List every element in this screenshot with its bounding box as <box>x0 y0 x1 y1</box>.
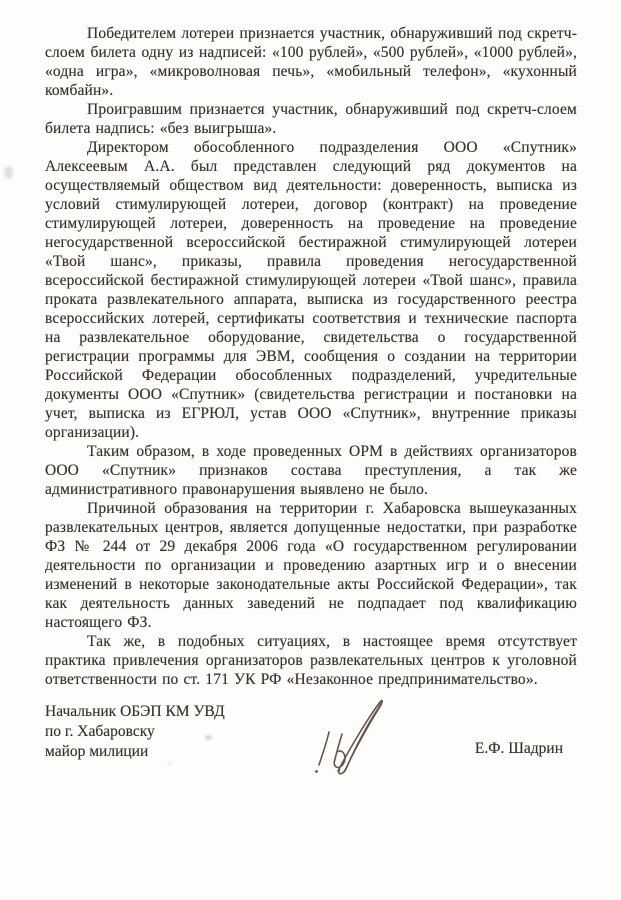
signatory-position-line-1: Начальник ОБЭП КМ УВД <box>45 703 225 720</box>
paragraph-no-practice-st171: Так же, в подобных ситуациях, в настоящее время отсутствует практика привлечения организаторов развлекательных центров к уголовной ответственности по ст. 171 УК РФ «Незаконное предпринимательство». <box>45 633 577 688</box>
paragraph-cause-fz244: Причиной образования на территории г. Хабаровска вышеуказанных развлекательных центров, является допущенные недостатки, при разработке ФЗ № 244 от 29 декабря 2006 года «О государственном регулировании деятельности по организации и проведению азартных игр и о внесении изменений в некоторые законодательные акты Российской Федерации», так как деятельность данных заведений не подпадает под квалификацию настоящего ФЗ. <box>45 500 577 631</box>
signature-block <box>45 702 577 762</box>
scan-smudge <box>168 762 172 765</box>
scan-smudge <box>4 166 13 179</box>
paragraph-orm-conclusion: Таким образом, в ходе проведенных ОРМ в действиях организаторов ООО «Спутник» признаков состава преступления, а так же административного правонарушения выявлено не было. <box>45 443 577 498</box>
signatory-name: Е.Ф. Шадрин <box>474 740 563 757</box>
handwritten-signature-icon <box>298 678 438 798</box>
signatory-position-line-3: майор милиции <box>45 743 149 760</box>
document-body <box>45 24 577 689</box>
paragraph-lottery-loser: Проигравшим признается участник, обнаруживший под скретч-слоем билета надпись: «без выигрыша». <box>45 101 577 137</box>
paragraph-lottery-winner: Победителем лотереи признается участник, обнаруживший под скретч-слоем билета одну из надписей: «100 рублей», «500 рублей», «1000 рублей», «одна игра», «микроволновая печь», «мобильный телефон», «кухонный комбайн». <box>45 25 577 99</box>
paragraph-director-documents: Директором обособленного подразделения ООО «Спутник» Алексеевым А.А. был представлен следующий ряд документов на осуществляемый обществом вид деятельности: доверенность, выписка из условий стимулирующей лотереи, договор (контракт) на проведение стимулирующей лотереи, доверенность на проведение на проведение негосударственной всероссийской бестиражной стимулирующей лотереи «Твой шанс», приказы, правила проведения негосударственной всероссийской бестиражной стимулирующей лотереи «Твой шанс», правила проката развлекательного аппарата, выписка из государственного реестра всероссийских лотерей, сертификаты соответствия и технические паспорта на развлекательное оборудование, свидетельства о государственной регистрации программы для ЭВМ, сообщения о создании на территории Российской Федерации обособленных подразделений, учредительные документы ООО «Спутник» (свидетельства регистрации и постановки на учет, выписка из ЕГРЮЛ, устав ООО «Спутник», внутренние приказы организации). <box>45 139 577 441</box>
signatory-position-line-2: по г. Хабаровску <box>45 723 155 740</box>
